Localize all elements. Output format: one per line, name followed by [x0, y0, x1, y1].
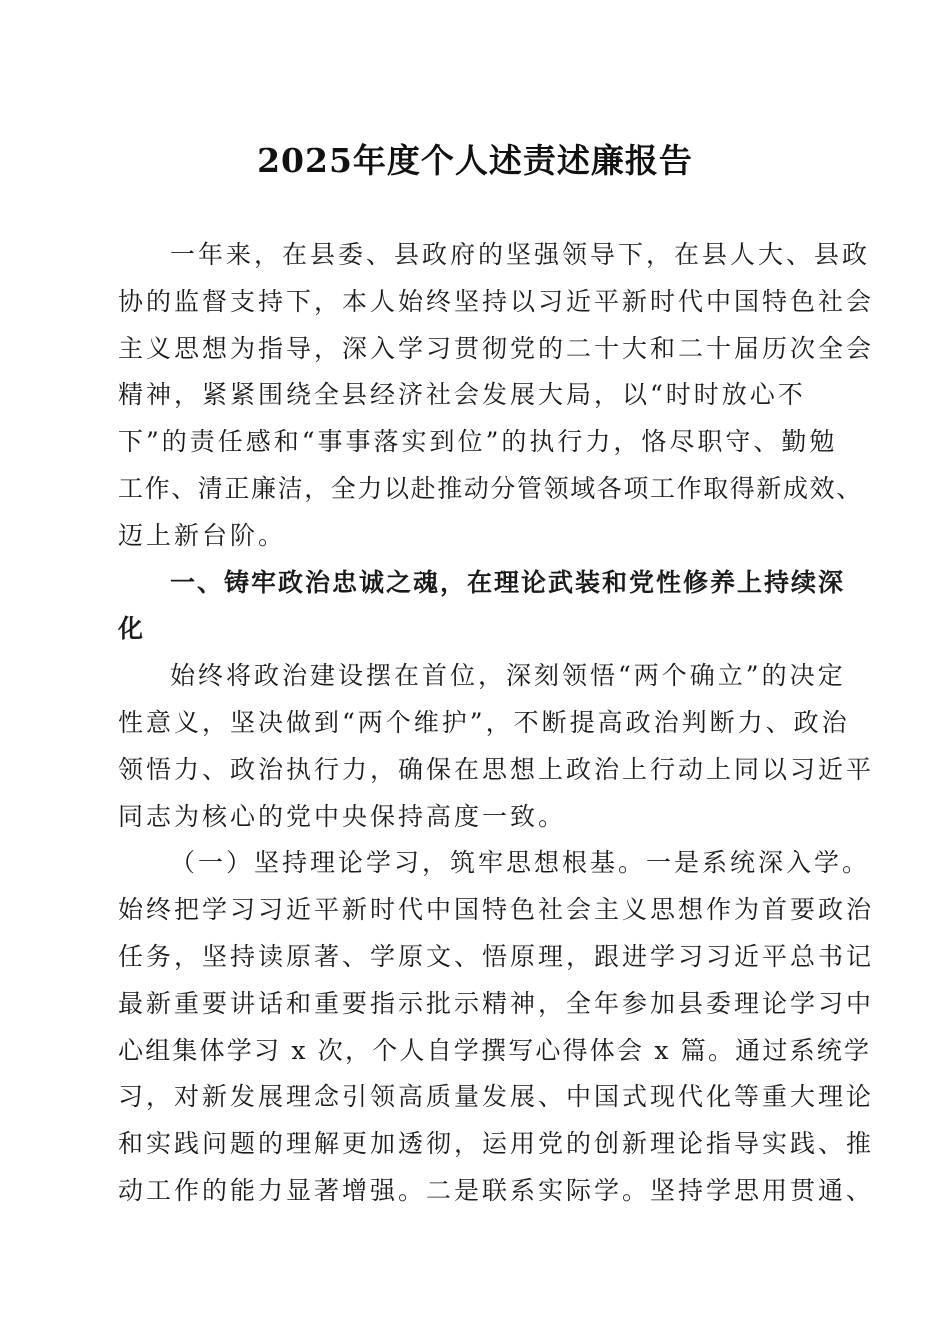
paragraph-line: 同志为核心的党中央保持高度一致。 [118, 801, 567, 831]
paragraph-line: 一年来，在县委、县政府的坚强领导下，在县人大、县政 [170, 240, 871, 269]
paragraph-line: 心组集体学习 x 次，个人自学撰写心得体会 x 篇。通过系统学 [118, 1035, 872, 1065]
section-heading-line: 化 [118, 614, 146, 644]
paragraph-line: 任务，坚持读原著、学原文、悟原理，跟进学习习近平总书记 [118, 941, 875, 971]
document-body [118, 232, 875, 1215]
section-heading-line: 一、铸牢政治忠诚之魂，在理论武装和党性修养上持续深 [170, 567, 846, 597]
paragraph-line: 性意义，坚决做到“两个维护”，不断提高政治判断力、政治 [118, 707, 850, 737]
paragraph-line: 下”的责任感和“事事落实到位”的执行力，恪尽职守、勤勉 [118, 427, 838, 457]
paragraph-line: 最新重要讲话和重要指示批示精神，全年参加县委理论学习中 [118, 988, 875, 1018]
paragraph-line: 和实践问题的理解更加透彻，运用党的创新理论指导实践、推 [118, 1129, 875, 1159]
paragraph-line: 主义思想为指导，深入学习贯彻党的二十大和二十届历次全会 [118, 333, 875, 363]
paragraph-line: 迈上新台阶。 [118, 520, 287, 550]
paragraph-line: 工作、清正廉洁，全力以赴推动分管领域各项工作取得新成效、 [118, 473, 863, 503]
paragraph-line: 协的监督支持下，本人始终坚持以习近平新时代中国特色社会 [118, 286, 875, 316]
paragraph-line: 领悟力、政治执行力，确保在思想上政治上行动上同以习近平 [118, 754, 875, 784]
paragraph-line: 始终把学习习近平新时代中国特色社会主义思想作为首要政治 [118, 895, 875, 925]
paragraph-line: 动工作的能力显著增强。二是联系实际学。坚持学思用贯通、 [118, 1175, 875, 1205]
document-title: 2025年度个人述责述廉报告 [257, 141, 693, 180]
paragraph-line: 习，对新发展理念引领高质量发展、中国式现代化等重大理论 [118, 1082, 875, 1112]
paragraph-line: 精神，紧紧围绕全县经济社会发展大局，以“时时放心不 [118, 380, 806, 410]
subsection-line: （一）坚持理论学习，筑牢思想根基。一是系统深入学。 [170, 848, 871, 878]
paragraph-line: 始终将政治建设摆在首位，深刻领悟“两个确立”的决定 [170, 661, 846, 691]
